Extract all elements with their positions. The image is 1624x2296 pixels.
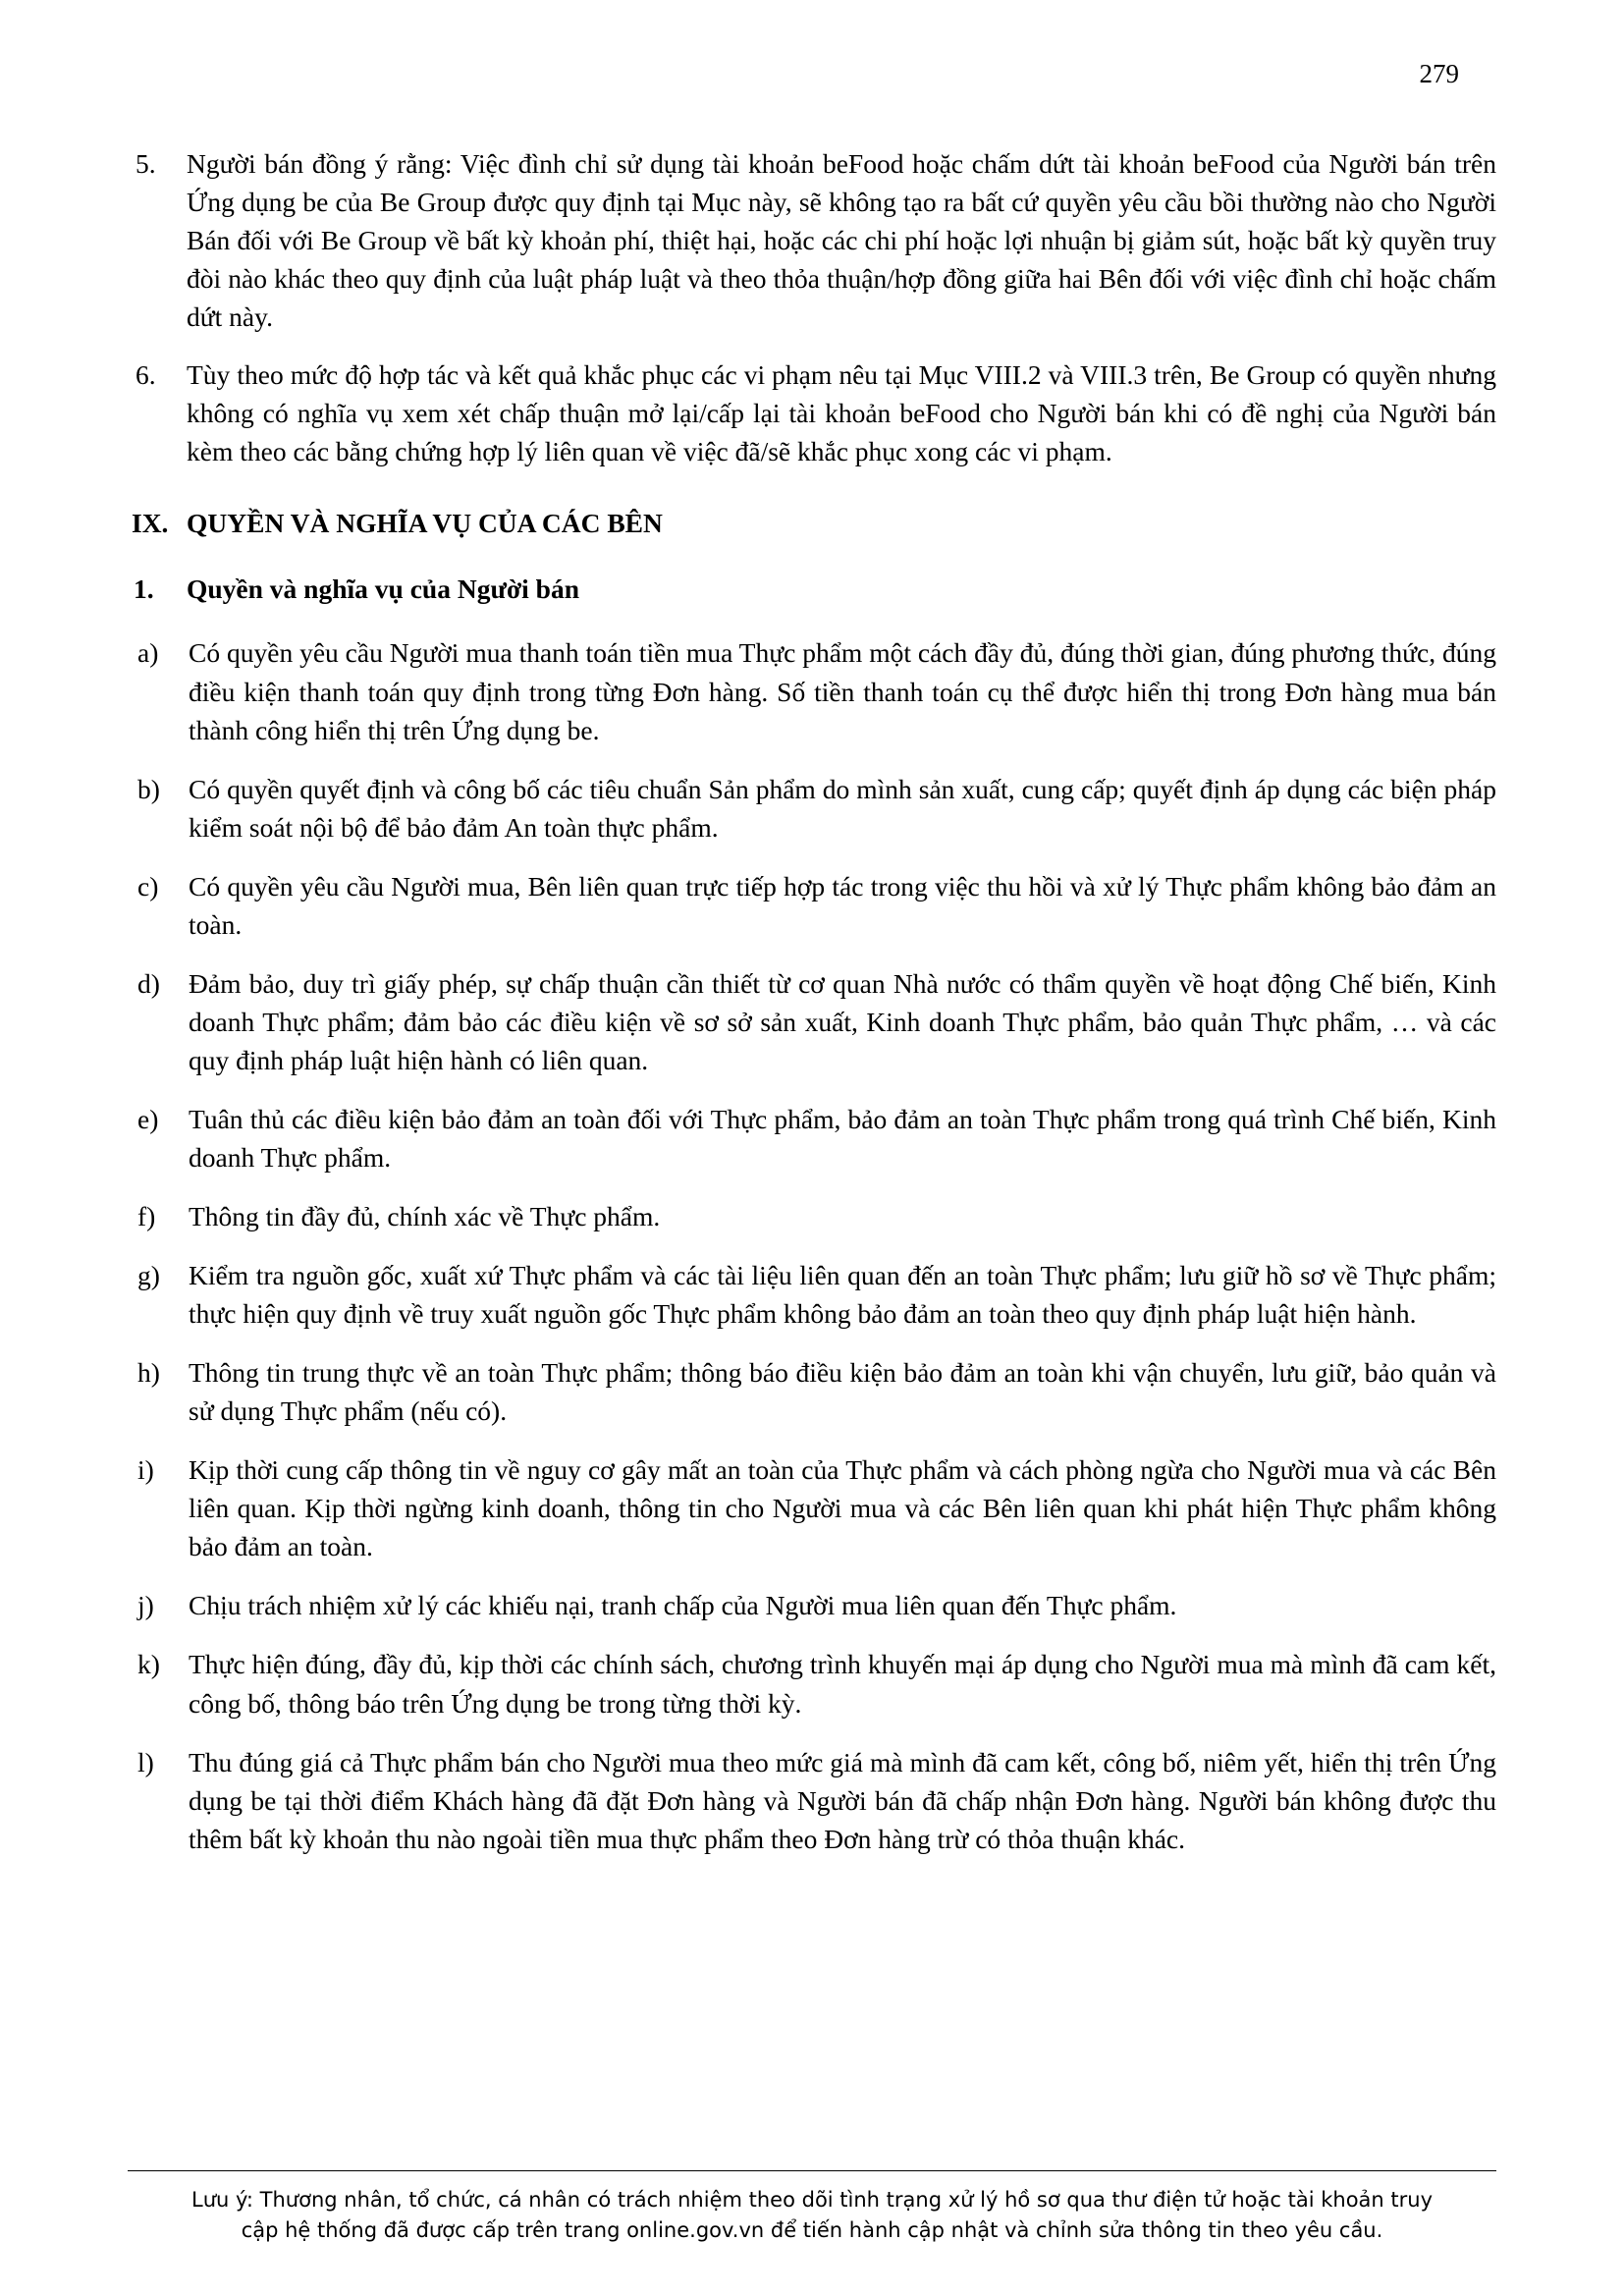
- list-item: [128, 1743, 1496, 1858]
- list-item: [128, 1353, 1496, 1430]
- list-item: [128, 355, 1496, 470]
- list-text: Có quyền yêu cầu Người mua, Bên liên quan trực tiếp hợp tác trong việc thu hồi và xử lý Thực phẩm không bảo đảm an toàn.: [189, 870, 1496, 940]
- list-marker: b): [137, 773, 160, 804]
- page-content: [128, 144, 1496, 1858]
- list-item: [128, 1256, 1496, 1333]
- list-marker: j): [137, 1590, 154, 1621]
- page-number: 279: [1419, 59, 1459, 88]
- list-marker: g): [137, 1260, 160, 1291]
- subsection-title: Quyền và nghĩa vụ của Người bán: [187, 574, 580, 605]
- list-item: [128, 1100, 1496, 1176]
- list-marker: c): [137, 870, 159, 902]
- footer-divider: [128, 2170, 1496, 2171]
- list-text: Có quyền yêu cầu Người mua thanh toán tiền mua Thực phẩm một cách đầy đủ, đúng thời gian, đúng phương thức, đúng điều kiện thanh toán quy định trong từng Đơn hàng. Số tiền thanh toán cụ thể được hiển thị trong Đơn hàng mua bán thành công hiển thị trên Ứng dụng be.: [189, 637, 1496, 745]
- subsection-marker: 1.: [134, 574, 154, 605]
- list-item: [128, 1586, 1496, 1624]
- list-marker: l): [137, 1746, 154, 1777]
- list-item: [128, 1197, 1496, 1235]
- list-item: [128, 1645, 1496, 1722]
- list-marker: 6.: [135, 359, 156, 391]
- list-text: Kịp thời cung cấp thông tin về nguy cơ gây mất an toàn của Thực phẩm và cách phòng ngừa cho Người mua và các Bên liên quan. Kịp thời ngừng kinh doanh, thông tin cho Người mua và các Bên liên quan khi phát hiện Thực phẩm không bảo đảm an toàn.: [189, 1454, 1496, 1562]
- list-text: Chịu trách nhiệm xử lý các khiếu nại, tranh chấp của Người mua liên quan đến Thực phẩm.: [189, 1590, 1177, 1621]
- list-text: Thông tin đầy đủ, chính xác về Thực phẩm.: [189, 1201, 661, 1232]
- footer-note-line-1: Lưu ý: Thương nhân, tổ chức, cá nhân có trách nhiệm theo dõi tình trạng xử lý hồ sơ qua thư điện tử hoặc tài khoản truy: [191, 2188, 1433, 2213]
- list-text: Thu đúng giá cả Thực phẩm bán cho Người mua theo mức giá mà mình đã cam kết, công bố, niêm yết, hiển thị trên Ứng dụng be tại thời điểm Khách hàng đã đặt Đơn hàng và Người bán đã chấp nhận Đơn hàng. Người bán không được thu thêm bất kỳ khoản thu nào ngoài tiền mua thực phẩm theo Đơn hàng trừ có thỏa thuận khác.: [189, 1746, 1496, 1854]
- list-marker: f): [137, 1201, 156, 1232]
- list-text: Người bán đồng ý rằng: Việc đình chỉ sử dụng tài khoản beFood hoặc chấm dứt tài khoản beFood của Người bán trên Ứng dụng be của Be Group được quy định tại Mục này, sẽ không tạo ra bất cứ quyền yêu cầu bồi thường nào cho Người Bán đối với Be Group về bất kỳ khoản phí, thiệt hại, hoặc các chi phí hoặc lợi nhuận bị giảm sút, hoặc bất kỳ quyền truy đòi nào khác theo quy định của luật pháp luật và theo thỏa thuận/hợp đồng giữa hai Bên đối với việc đình chỉ hoặc chấm dứt này.: [187, 148, 1496, 333]
- list-marker: a): [137, 637, 159, 669]
- list-marker: k): [137, 1649, 160, 1680]
- list-item: [128, 867, 1496, 944]
- list-marker: d): [137, 967, 160, 999]
- list-text: Tùy theo mức độ hợp tác và kết quả khắc phục các vi phạm nêu tại Mục VIII.2 và VIII.3 trên, Be Group có quyền nhưng không có nghĩa vụ xem xét chấp thuận mở lại/cấp lại tài khoản beFood cho Người bán khi có đề nghị của Người bán kèm theo các bằng chứng hợp lý liên quan về việc đã/sẽ khắc phục xong các vi phạm.: [187, 359, 1496, 467]
- subsection-heading: [128, 570, 1496, 608]
- list-text: Có quyền quyết định và công bố các tiêu chuẩn Sản phẩm do mình sản xuất, cung cấp; quyết định áp dụng các biện pháp kiểm soát nội bộ để bảo đảm An toàn thực phẩm.: [189, 773, 1496, 843]
- list-item: [128, 770, 1496, 847]
- list-item: [128, 964, 1496, 1079]
- list-text: Thực hiện đúng, đầy đủ, kịp thời các chính sách, chương trình khuyến mại áp dụng cho Người mua mà mình đã cam kết, công bố, thông báo trên Ứng dụng be trong từng thời kỳ.: [189, 1649, 1496, 1719]
- list-marker: i): [137, 1454, 154, 1486]
- list-item: [128, 1450, 1496, 1565]
- list-marker: h): [137, 1357, 160, 1389]
- page-footer: [128, 2170, 1496, 2245]
- list-text: Kiểm tra nguồn gốc, xuất xứ Thực phẩm và các tài liệu liên quan đến an toàn Thực phẩm; lưu giữ hồ sơ về Thực phẩm; thực hiện quy định về truy xuất nguồn gốc Thực phẩm không bảo đảm an toàn theo quy định pháp luật hiện hành.: [189, 1260, 1496, 1330]
- list-marker: 5.: [135, 148, 156, 179]
- list-text: Thông tin trung thực về an toàn Thực phẩm; thông báo điều kiện bảo đảm an toàn khi vận chuyển, lưu giữ, bảo quản và sử dụng Thực phẩm (nếu có).: [189, 1357, 1496, 1427]
- section-heading: [128, 504, 1496, 542]
- list-text: Đảm bảo, duy trì giấy phép, sự chấp thuận cần thiết từ cơ quan Nhà nước có thẩm quyền về hoạt động Chế biến, Kinh doanh Thực phẩm; đảm bảo các điều kiện về sơ sở sản xuất, Kinh doanh Thực phẩm, bảo quản Thực phẩm, … và các quy định pháp luật hiện hành có liên quan.: [189, 967, 1496, 1075]
- section-title: QUYỀN VÀ NGHĨA VỤ CỦA CÁC BÊN: [187, 508, 663, 539]
- list-item: [128, 633, 1496, 748]
- list-text: Tuân thủ các điều kiện bảo đảm an toàn đối với Thực phẩm, bảo đảm an toàn Thực phẩm trong quá trình Chế biến, Kinh doanh Thực phẩm.: [189, 1103, 1496, 1173]
- list-item: [128, 144, 1496, 336]
- footer-note-line-2: cập hệ thống đã được cấp trên trang online.gov.vn để tiến hành cập nhật và chỉnh sửa thông tin theo yêu cầu.: [241, 2217, 1383, 2242]
- list-marker: e): [137, 1103, 159, 1134]
- section-marker: IX.: [132, 508, 169, 539]
